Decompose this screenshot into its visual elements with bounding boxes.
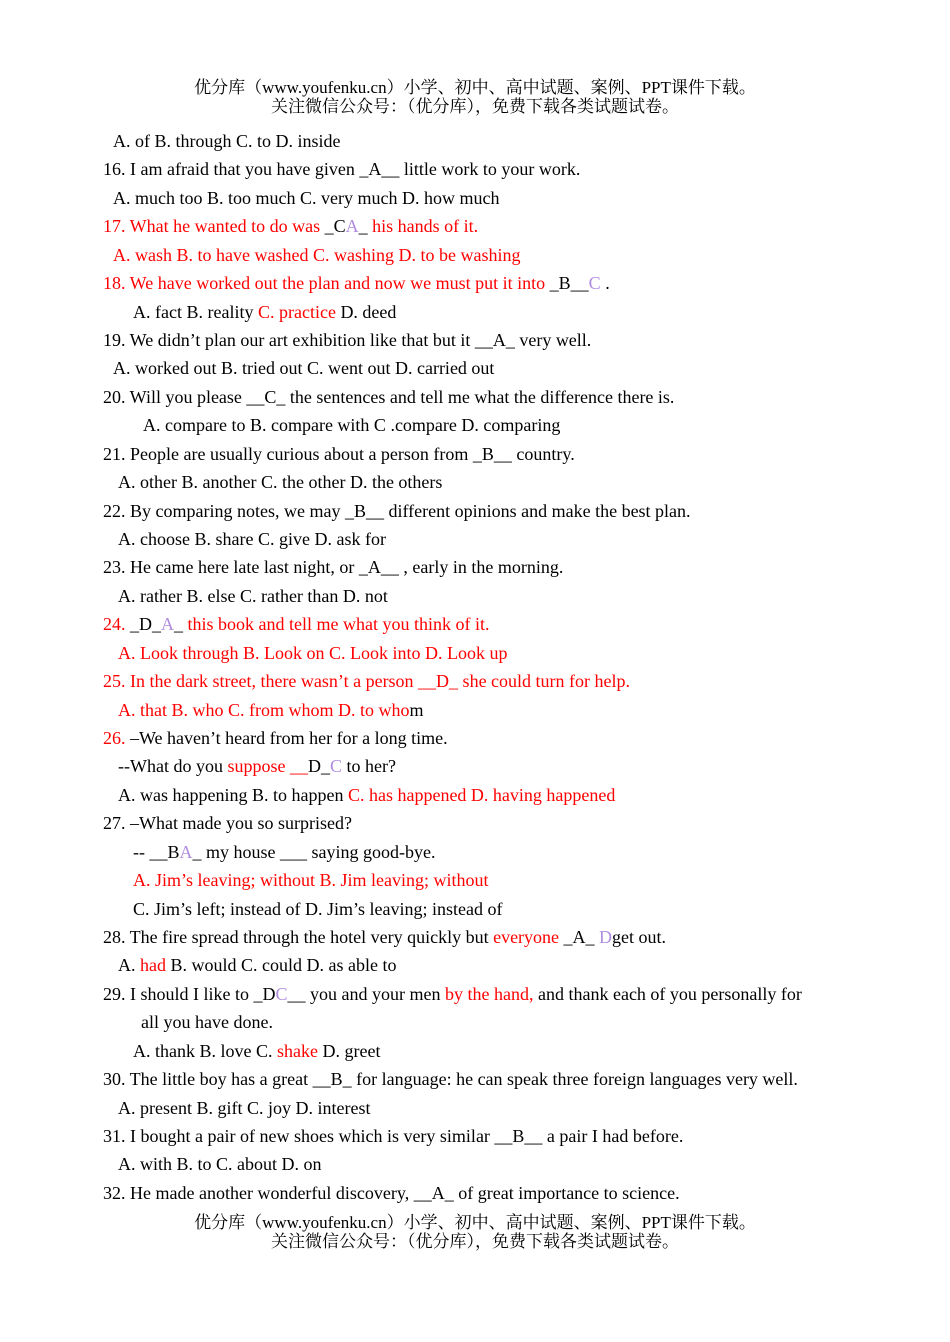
text-segment: . [600, 273, 610, 294]
text-segment: _ my house ___ saying good-bye. [192, 841, 436, 862]
question-line [133, 895, 502, 923]
text-segment: 25. In the dark street, there wasn’t a person __D_ she could turn for help. [103, 671, 631, 692]
text-segment: 20. Will you please __C_ the sentences and tell me what the difference there is. [103, 386, 675, 407]
question-line [103, 212, 478, 240]
question-line [103, 269, 610, 297]
text-segment: A. [118, 955, 140, 976]
text-segment: 32. He made another wonderful discovery, __A_ of great importance to science. [103, 1182, 680, 1203]
text-segment: 19. We didn’t plan our art exhibition like that but it __A_ very well. [103, 330, 592, 350]
text-segment: by the hand, [445, 983, 534, 1004]
text-segment: _ [174, 614, 188, 635]
text-segment: A. much too B. too much C. very much D. how much [113, 187, 500, 208]
text-segment: _A_ [559, 927, 600, 948]
question-line [118, 781, 615, 809]
question-line [103, 497, 691, 525]
text-segment: C [275, 983, 288, 1004]
text-segment: everyone [493, 927, 560, 948]
text-segment: _B__ [549, 273, 589, 294]
page-footer [0, 1213, 950, 1251]
text-segment: A [179, 841, 193, 862]
text-segment: all you have done. [141, 1012, 273, 1033]
question-line [143, 411, 560, 439]
text-segment: –We haven’t heard from her for a long time. [130, 728, 448, 749]
text-segment: get out. [612, 927, 667, 948]
text-segment: A. wash B. to have washed C. washing D. to be washing [113, 244, 521, 265]
question-line [118, 468, 442, 496]
question-line [103, 610, 489, 638]
question-line [103, 667, 630, 695]
question-line [113, 354, 494, 382]
text-segment: shake [277, 1040, 318, 1061]
question-line [118, 525, 386, 553]
text-segment: A. Jim’s leaving; without B. Jim leaving; without [133, 870, 489, 891]
question-line [103, 383, 674, 411]
text-segment: 18. We have worked out the plan and now we must put it into [103, 273, 550, 294]
question-line [118, 696, 424, 724]
footer-line-1: 优分库（www.youfenku.cn）小学、初中、高中试题、案例、PPT课件下载。 [194, 1213, 756, 1232]
text-segment: _ [358, 216, 373, 237]
question-line [113, 184, 499, 212]
question-line [118, 582, 388, 610]
question-line [133, 838, 435, 866]
question-line [103, 980, 802, 1008]
text-segment: D. deed [335, 301, 397, 322]
text-segment: A. that B. who C. from whom D. to who [118, 699, 410, 720]
text-segment: 16. I am afraid that you have given _A__ little work to your work. [103, 159, 581, 180]
text-segment: A. was happening B. to happen [118, 784, 348, 805]
text-segment: 30. The little boy has a great __B_ for language: he can speak three foreign languages very well. [103, 1069, 798, 1090]
question-line [133, 1037, 380, 1065]
text-segment: D [599, 927, 613, 948]
question-line [118, 752, 396, 780]
text-segment: C. practice [257, 301, 336, 322]
text-segment: 29. I should I like to _D [103, 983, 276, 1004]
page-header [0, 78, 950, 116]
question-line [103, 923, 666, 951]
text-segment: C [329, 756, 342, 777]
text-segment: A. compare to B. compare with C .compare D. comparing [143, 415, 561, 436]
question-line [141, 1008, 273, 1036]
question-line [103, 326, 591, 354]
text-segment: m [409, 699, 424, 720]
text-segment: 28. The fire spread through the hotel very quickly but [103, 927, 494, 948]
text-segment: A. present B. gift C. joy D. interest [118, 1097, 371, 1118]
text-segment: A. other B. another C. the other D. the others [118, 472, 443, 493]
question-line [103, 553, 563, 581]
question-line [103, 440, 575, 468]
text-segment: and thank each of you personally for [533, 983, 802, 1004]
text-segment: A. of B. through C. to D. inside [113, 131, 341, 151]
text-segment: to her? [341, 756, 396, 777]
question-line [118, 951, 396, 979]
header-line-1: 优分库（www.youfenku.cn）小学、初中、高中试题、案例、PPT课件下载。 [194, 78, 756, 97]
footer-line-2: 关注微信公众号：（优分库），免费下载各类试题试卷。 [271, 1232, 679, 1251]
question-line [113, 127, 341, 155]
text-segment: A. worked out B. tried out C. went out D. carried out [113, 358, 495, 379]
text-segment: 26. [103, 728, 130, 749]
text-segment: 27. –What made you so surprised? [103, 813, 352, 834]
text-segment: this book and tell me what you think of it. [187, 614, 490, 635]
question-line [103, 1179, 680, 1207]
question-line [103, 1065, 798, 1093]
question-line [103, 724, 448, 752]
text-segment: C. has happened D. having happened [347, 784, 616, 805]
text-segment: B. would C. could D. as able to [166, 955, 397, 976]
question-line [113, 241, 520, 269]
text-segment: 21. People are usually curious about a person from _B__ country. [103, 443, 575, 464]
text-segment: 24. [103, 614, 130, 635]
text-segment: 22. By comparing notes, we may _B__ different opinions and make the best plan. [103, 500, 691, 521]
text-segment: D_ [307, 756, 330, 777]
text-segment: 31. I bought a pair of new shoes which is very similar __B__ a pair I had before. [103, 1126, 684, 1147]
text-segment: A. with B. to C. about D. on [118, 1154, 322, 1175]
text-segment: --What do you [118, 756, 228, 777]
text-segment: 17. What he wanted to do was [103, 216, 325, 237]
text-segment: A [345, 216, 359, 237]
text-segment: _D_ [130, 614, 161, 635]
text-segment: C [588, 273, 601, 294]
text-segment: _C [324, 216, 346, 237]
text-segment: had [140, 955, 166, 976]
question-line [118, 1150, 322, 1178]
text-segment: C. Jim’s left; instead of D. Jim’s leaving; instead of [133, 898, 503, 919]
text-segment: __ you and your men [287, 983, 445, 1004]
header-line-2: 关注微信公众号：（优分库），免费下载各类试题试卷。 [271, 97, 679, 116]
text-segment: A. thank B. love C. [133, 1040, 277, 1061]
question-line [133, 298, 396, 326]
text-segment: his hands of it. [372, 216, 479, 237]
text-segment: A [161, 614, 174, 635]
question-line [118, 1094, 370, 1122]
question-line [118, 639, 508, 667]
text-segment: 23. He came here late last night, or _A__ , early in the morning. [103, 557, 564, 578]
text-segment: A. choose B. share C. give D. ask for [118, 529, 386, 550]
text-segment: A. fact B. reality [133, 301, 258, 322]
text-segment: D. greet [317, 1040, 381, 1061]
text-segment: -- __B [133, 841, 180, 862]
text-segment: suppose __ [227, 756, 308, 777]
text-segment: A. rather B. else C. rather than D. not [118, 585, 388, 606]
text-segment: A. Look through B. Look on C. Look into D. Look up [118, 642, 508, 663]
question-line [103, 1122, 683, 1150]
question-line [103, 809, 352, 837]
question-line [133, 866, 489, 894]
question-line [103, 155, 580, 183]
